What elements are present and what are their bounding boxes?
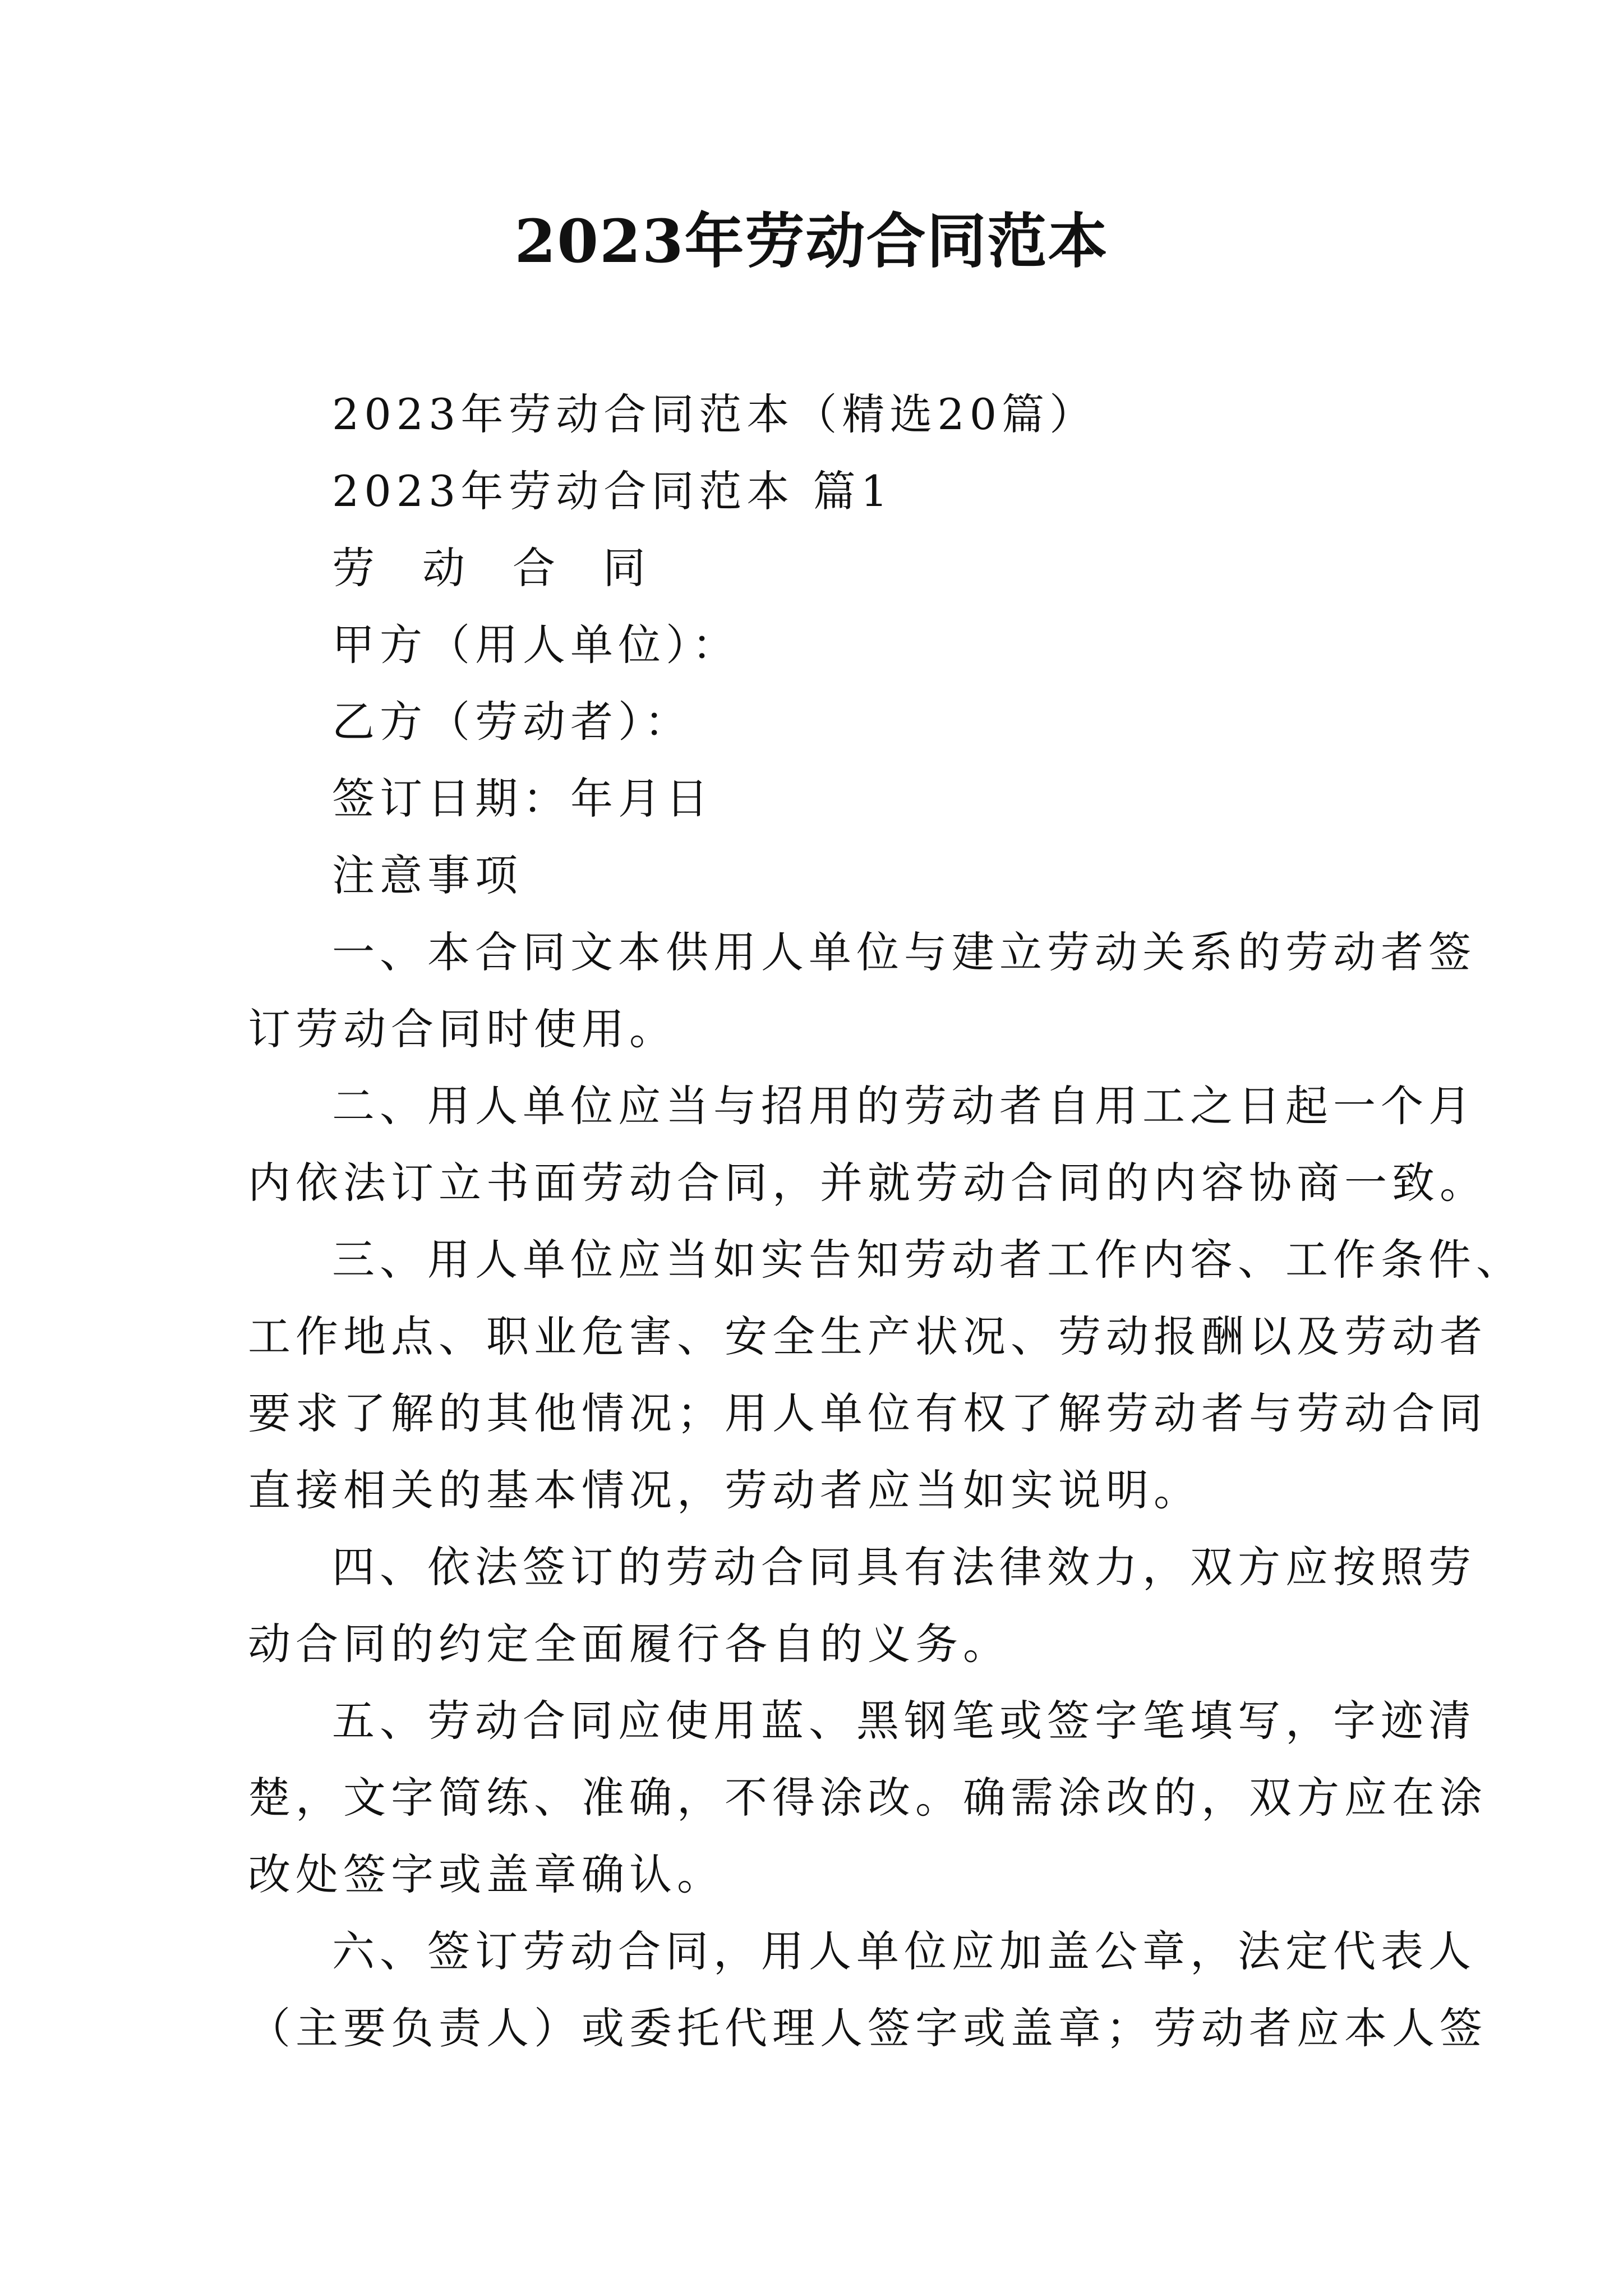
- document-title: 2023年劳动合同范本: [514, 206, 1109, 276]
- party-a-line: 甲方（用人单位）：: [332, 620, 740, 670]
- signing-date-line: 签订日期：年月日: [332, 774, 713, 823]
- paragraph-line: 一、本合同文本供用人单位与建立劳动关系的劳动者签: [332, 927, 1476, 977]
- section-heading: 2023年劳动合同范本 篇1: [332, 466, 893, 516]
- paragraph-line: 改处签字或盖章确认。: [248, 1849, 725, 1899]
- paragraph-line: 楚，文字简练、准确，不得涂改。确需涂改的，双方应在涂: [248, 1773, 1487, 1823]
- paragraph-line: 直接相关的基本情况，劳动者应当如实说明。: [248, 1465, 1201, 1515]
- paragraph-line: 六、签订劳动合同，用人单位应加盖公章，法定代表人: [332, 1926, 1476, 1976]
- paragraph-line: 三、用人单位应当如实告知劳动者工作内容、工作条件、: [332, 1235, 1524, 1285]
- document-body: [248, 376, 1524, 2067]
- paragraph-line: （主要负责人）或委托代理人签字或盖章；劳动者应本人签: [248, 2003, 1487, 2053]
- paragraph-line: 动合同的约定全面履行各自的义务。: [248, 1619, 1011, 1669]
- contract-heading: 劳动合同: [332, 543, 693, 593]
- paragraph-line: 四、依法签订的劳动合同具有法律效力，双方应按照劳: [332, 1542, 1476, 1592]
- paragraph-line: 五、劳动合同应使用蓝、黑钢笔或签字笔填写，字迹清: [332, 1696, 1476, 1746]
- paragraph-line: 内依法订立书面劳动合同，并就劳动合同的内容协商一致。: [248, 1158, 1487, 1208]
- paragraph-line: 二、用人单位应当与招用的劳动者自用工之日起一个月: [332, 1081, 1476, 1131]
- notes-heading: 注意事项: [332, 850, 523, 900]
- subtitle-line: 2023年劳动合同范本（精选20篇）: [332, 389, 1098, 439]
- paragraph-line: 工作地点、职业危害、安全生产状况、劳动报酬以及劳动者: [248, 1312, 1487, 1361]
- paragraph-line: 订劳动合同时使用。: [248, 1004, 677, 1054]
- paragraph-line: 要求了解的其他情况；用人单位有权了解劳动者与劳动合同: [248, 1388, 1487, 1438]
- party-b-line: 乙方（劳动者）：: [332, 697, 692, 747]
